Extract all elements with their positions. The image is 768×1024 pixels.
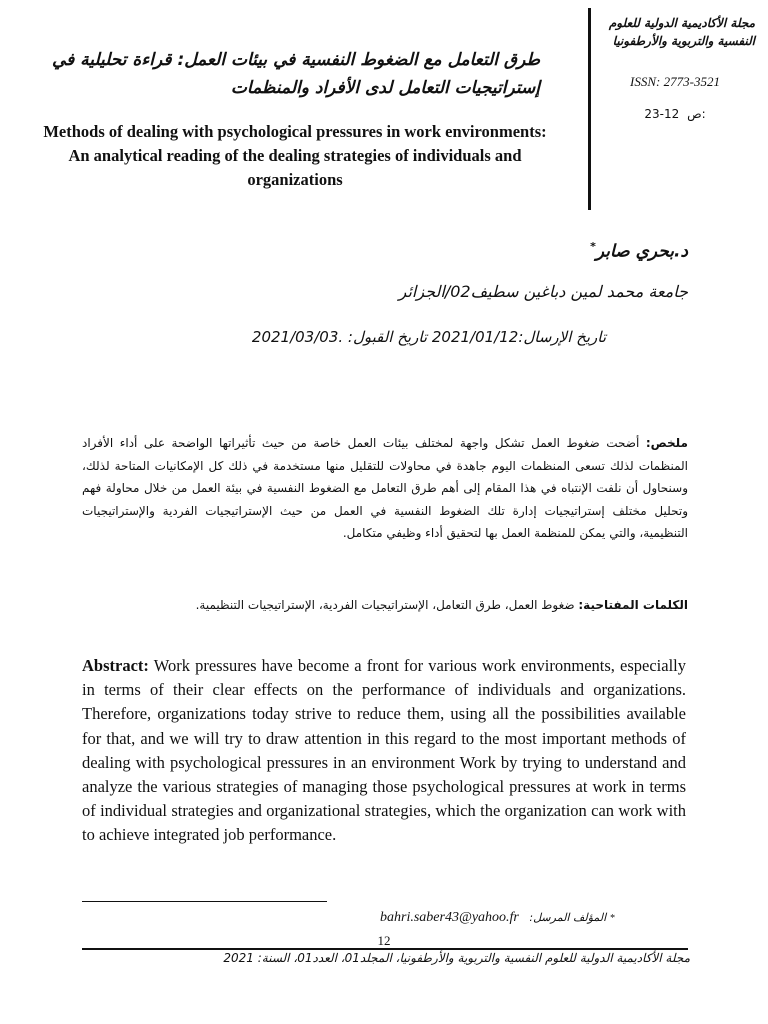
author-email[interactable]: bahri.saber43@yahoo.fr — [380, 910, 519, 925]
journal-name: مجلة الأكاديمية الدولية للعلوم النفسية والتربوية والأرطفونيا — [608, 16, 755, 48]
author-name-line — [380, 240, 688, 262]
header-vertical-divider — [588, 8, 591, 210]
author-footnote-mark: * — [590, 240, 596, 253]
english-abstract — [82, 654, 686, 848]
submission-dates: تاريخ الإرسال:2021/01/12 تاريخ القبول: .2021/03/03 — [251, 328, 606, 346]
page-range-value: 23-12 — [644, 107, 680, 121]
page-range — [600, 107, 750, 121]
footer-divider — [82, 948, 688, 950]
page-range-label: ص: — [687, 107, 706, 121]
arabic-abstract — [82, 432, 688, 545]
arabic-keywords — [82, 594, 688, 617]
issn-number: ISSN: 2773-3521 — [630, 74, 720, 89]
english-title: Methods of dealing with psychological pressures in work environments: An analytical reading of the dealing strategies of individuals and organizations — [43, 122, 547, 189]
english-abstract-label: Abstract: — [82, 656, 149, 675]
arabic-title: طرق التعامل مع الضغوط النفسية في بيئات العمل: قراءة تحليلية في إستراتيجيات التعامل لدى الأفراد والمنظمات — [51, 50, 540, 98]
page-number: 12 — [377, 933, 391, 948]
keywords-label: الكلمات المفتاحية: — [578, 598, 688, 612]
footnote-divider — [82, 901, 327, 902]
keywords-text: ضغوط العمل، طرق التعامل، الإستراتيجيات الفردية، الإستراتيجيات التنظيمية. — [195, 598, 575, 612]
author-name: د.بحري صابر — [595, 241, 688, 262]
corresponding-author-label: المؤلف المرسل: — [529, 911, 607, 924]
footer-citation: مجلة الأكاديمية الدولية للعلوم النفسية والتربوية والأرطفونيا، المجلد01، العدد01، السنة: 2021 — [223, 951, 690, 965]
arabic-abstract-text: أضحت ضغوط العمل تشكل واجهة لمختلف بيئات العمل خاصة من حيث تأثيراتها الواضحة على أداء الأفراد المنظمات لذلك تسعى المنظمات اليوم جاهدة في محاولات للتقليل منها مستخدمة في ذلك كل الإمكانيات المتاحة لذلك، وسنحاول أن نلفت الإنتباه في هذا المقام إلى أهم طرق التعامل مع الضغوط النفسية في بيئة العمل من خلال محاولة فهم وتحليل مختلف إستراتيجيات إدارة تلك الضغوط النفسية في العمل من حيث الإستراتيجيات الفردية والإستراتيجيات التنظيمية، والتي يمكن للمنظمة العمل بها لتحقيق أداء وظيفي متكامل. — [82, 436, 688, 540]
author-affiliation: جامعة محمد لمين دباغين سطيف02/الجزائر — [398, 282, 688, 301]
corresponding-author-footnote — [380, 910, 690, 926]
footnote-mark: * — [609, 913, 615, 924]
english-abstract-text: Work pressures have become a front for various work environments, especially in terms of their clear effects on the performance of individuals and organizations. Therefore, organizations today strive to reduce them, using all the possibilities available for that, and we will try to draw attention in this regard to the most important methods of dealing with psychological pressures in an environment Work by trying to understand and analyze the various strategies of managing those psychological pressures at work in terms of individual strategies and organizational strategies, which the organization can work with to achieve integrated job performance. — [82, 656, 686, 845]
arabic-abstract-label: ملخص: — [645, 436, 688, 450]
